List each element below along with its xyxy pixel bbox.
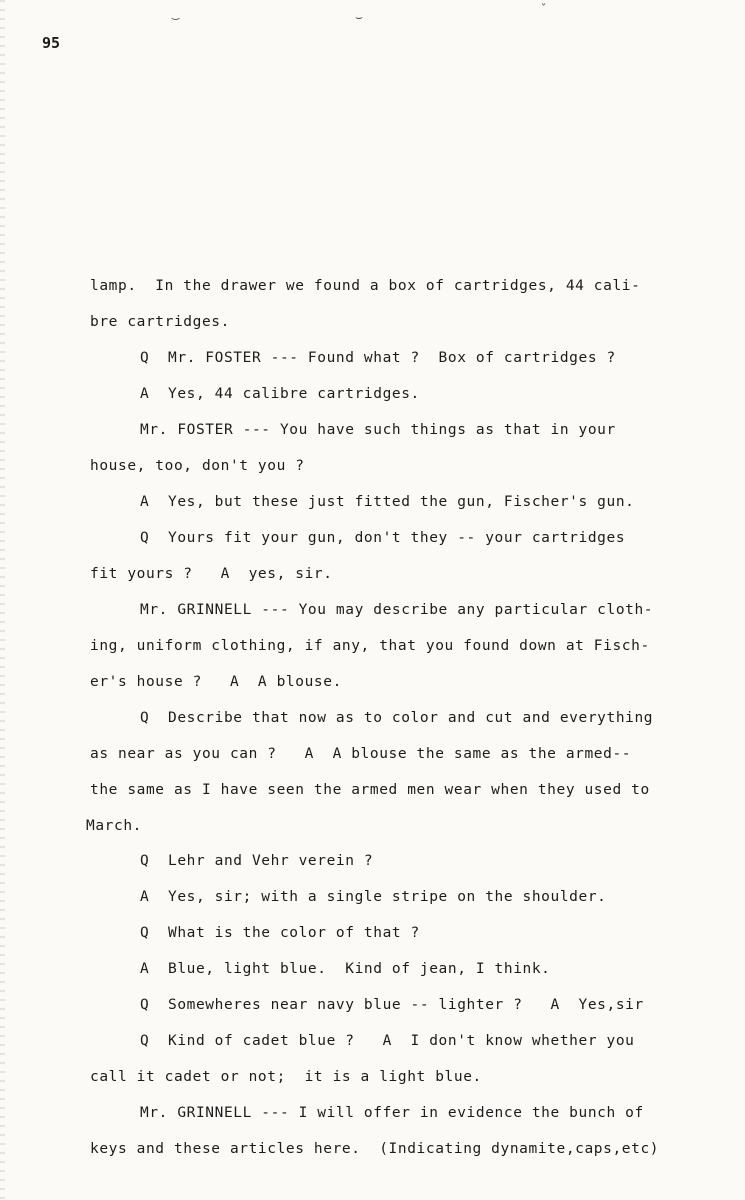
text-line: Q Kind of cadet blue ? A I don't know whether you: [140, 1033, 635, 1049]
top-smudge-mark: ˇ: [540, 2, 548, 16]
page-number: 95: [42, 34, 61, 52]
text-line: Mr. FOSTER --- You have such things as that in your: [140, 422, 616, 438]
text-line: Q Yours fit your gun, don't they -- your cartridges: [140, 530, 626, 546]
text-line: call it cadet or not; it is a light blue.: [90, 1069, 482, 1085]
text-line: Q Lehr and Vehr verein ?: [140, 853, 374, 869]
text-line: keys and these articles here. (Indicating dynamite,caps,etc): [90, 1141, 660, 1157]
text-line: A Yes, 44 calibre cartridges.: [140, 386, 420, 402]
top-smudge-mark: ‿: [172, 6, 180, 20]
text-line: house, too, don't you ?: [90, 458, 305, 474]
text-line: March.: [86, 818, 142, 834]
text-line: ing, uniform clothing, if any, that you found down at Fisch-: [90, 638, 650, 654]
text-line: as near as you can ? A A blouse the same as the armed--: [90, 746, 632, 762]
text-line: Q Mr. FOSTER --- Found what ? Box of cartridges ?: [140, 350, 616, 366]
text-line: Q Somewheres near navy blue -- lighter ? A Yes,sir: [140, 997, 644, 1013]
top-smudge-mark: ⌣: [355, 10, 363, 24]
text-line: the same as I have seen the armed men wear when they used to: [90, 782, 650, 798]
text-line: Mr. GRINNELL --- I will offer in evidence the bunch of: [140, 1105, 644, 1121]
text-line: A Blue, light blue. Kind of jean, I think.: [140, 961, 551, 977]
text-line: lamp. In the drawer we found a box of cartridges, 44 cali-: [90, 278, 641, 294]
text-line: A Yes, sir; with a single stripe on the shoulder.: [140, 889, 607, 905]
text-line: A Yes, but these just fitted the gun, Fischer's gun.: [140, 494, 635, 510]
page-edge-shadow: [0, 0, 5, 1200]
text-line: Q Describe that now as to color and cut and everything: [140, 710, 654, 726]
text-line: bre cartridges.: [90, 314, 230, 330]
text-line: fit yours ? A yes, sir.: [90, 566, 333, 582]
text-line: Mr. GRINNELL --- You may describe any particular cloth-: [140, 602, 654, 618]
text-line: er's house ? A A blouse.: [90, 674, 342, 690]
text-line: Q What is the color of that ?: [140, 925, 420, 941]
